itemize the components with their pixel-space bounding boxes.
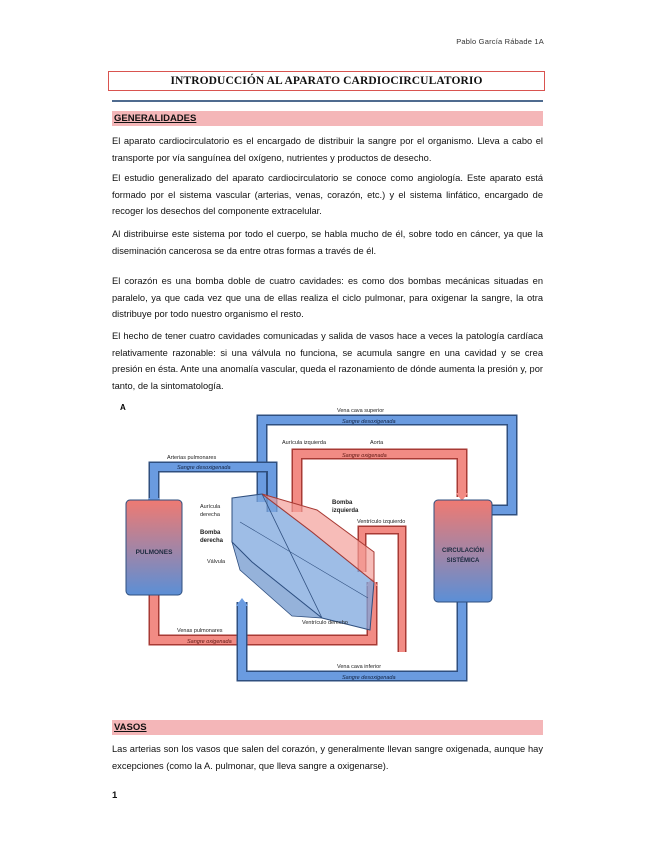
paragraph-3: Al distribuirse este sistema por todo el cuerpo, se habla mucho de él, sobre todo en cáncer, ya que la diseminación cancerosa se da entre otras formas a través de él. — [112, 229, 543, 256]
section-heading-label: VASOS — [114, 722, 147, 733]
circulation-diagram — [112, 402, 543, 692]
section-heading-label: GENERALIDADES — [114, 113, 197, 124]
label-bomba-izquierda-line1: Bomba — [332, 500, 353, 506]
section-heading-vasos — [112, 720, 543, 735]
label-auricula-izquierda: Aurícula izquierda — [282, 440, 327, 446]
paragraph-2: El estudio generalizado del aparato cardiocirculatorio se conoce como angiología. Este aparato está formado por el sistema vascular (arterias, venas, corazón, etc.) y el sistema linfático, encargado de recoger los desechos del componente extracelular. — [112, 173, 543, 216]
label-valvula: Válvula — [207, 559, 226, 565]
paragraph-1: El aparato cardiocirculatorio es el encargado de distribuir la sangre por el organismo. Lleva a cabo el transporte por vía sanguínea del oxígeno, nutrientes y productos de desecho. — [112, 136, 543, 163]
page-title: INTRODUCCIÓN AL APARATO CARDIOCIRCULATORIO — [170, 75, 483, 87]
label-ventriculo-izquierdo: Ventrículo izquierdo — [357, 519, 406, 525]
title-rule — [112, 100, 543, 102]
label-arterias-pulmonares: Arterias pulmonares — [167, 455, 217, 461]
section-heading-generalidades — [112, 111, 543, 126]
label-sangre-oxigenada-bottom: Sangre oxigenada — [187, 639, 232, 645]
label-auricula-derecha-line2: derecha — [200, 512, 220, 518]
paragraph-4: El corazón es una bomba doble de cuatro cavidades: es como dos bombas mecánicas situadas en paralelo, ya que cada vez que una de ellas realiza el ciclo pulmonar, para oxigenar la sangre, la otra distribuye por todo nuestro organismo el resto. — [112, 276, 543, 319]
label-bomba-derecha-line2: derecha — [200, 538, 224, 544]
label-sangre-oxigenada-top: Sangre oxigenada — [342, 453, 387, 459]
heart-block — [232, 494, 374, 630]
lungs-box — [126, 500, 182, 595]
label-auricula-derecha-line1: Aurícula — [200, 504, 221, 510]
label-sangre-desoxigenada-left: Sangre desoxigenada — [177, 465, 231, 471]
label-bomba-izquierda-line2: izquierda — [332, 508, 359, 514]
label-aorta: Aorta — [370, 440, 384, 446]
label-venas-pulmonares: Venas pulmonares — [177, 628, 223, 634]
systemic-label-line2: SISTÉMICA — [446, 558, 480, 564]
label-sangre-desoxigenada-bottom: Sangre desoxigenada — [342, 675, 396, 681]
label-vena-cava-inferior: Vena cava inferior — [337, 664, 382, 670]
label-bomba-derecha-line1: Bomba — [200, 530, 221, 536]
label-ventriculo-derecho: Ventrículo derecho — [302, 620, 348, 626]
panel-letter: A — [120, 403, 126, 412]
title-box — [108, 71, 545, 91]
paragraph-6: Las arterias son los vasos que salen del corazón, y generalmente llevan sangre oxigenada, aunque hay excepciones (como la A. pulmonar, que lleva sangre a oxigenarse). — [112, 744, 543, 771]
label-sangre-desoxigenada-top: Sangre desoxigenada — [342, 419, 396, 425]
page-number: 1 — [112, 790, 118, 801]
label-vena-cava-superior: Vena cava superior — [337, 408, 385, 414]
paragraph-5: El hecho de tener cuatro cavidades comunicadas y salida de vasos hace a veces la patología cardíaca relativamente razonable: si una válvula no funciona, se acumula sangre en una cavidad y se crea presión en ésta. Ante una anomalía vascular, queda el razonamiento de dónde aumenta la presión y, por tanto, de la sintomatología. — [112, 331, 543, 391]
systemic-label-line1: CIRCULACIÓN — [442, 548, 484, 554]
header-author: Pablo García Rábade 1A — [456, 37, 544, 46]
lungs-label: PULMONES — [135, 549, 173, 556]
